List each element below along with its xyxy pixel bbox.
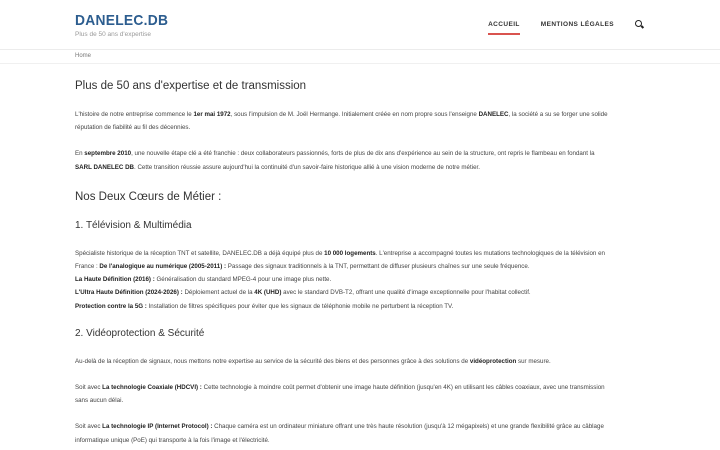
tv-paragraph: Spécialiste historique de la réception TNT et satellite, DANELEC.DB a déjà équipé plus de 10 000 logements. L'entreprise a accompagné toutes les mutations technologiques de la télévision en France : De l'analogique au numérique (2005-2011) : Passage des signaux traditionnels à la TNT, permettant de diffuser plusieurs chaînes sur une seule fréquence. La Haute Définition (2016) : Généralisation du standard MPEG-4 pour une image plus nette. L'Ultra Haute Définition (2024-2026) : Déploiement actuel de la 4K (UHD) avec le standard DVB-T2, offrant une qualité d'image exceptionnelle pour l'habitat collectif. Protection contre la 5G : Installation de filtres spécifiques pour éviter que les signaux de téléphonie mobile ne perturbent la réception TV. (75, 249, 605, 310)
nav-item-accueil[interactable]: ACCUEIL (488, 21, 520, 28)
site-tagline: Plus de 50 ans d'expertise (75, 31, 152, 38)
main-nav (467, 20, 644, 29)
history-paragraph: En septembre 2010, une nouvelle étape clé a été franchie : deux collaborateurs passionnés, forts de plus de dix ans d'expérience au sein de la structure, ont repris le flambeau en fondant la SARL DANELEC DB. Cette transition réussie assure aujourd'hui la continuité d'un savoir-faire historique allié à une vision moderne de notre métier. (75, 150, 595, 171)
brand[interactable] (75, 12, 176, 38)
page-content (75, 78, 647, 447)
search-icon[interactable] (635, 20, 644, 29)
intro-paragraph: L'histoire de notre entreprise commence le 1er mai 1972, sous l'impulsion de M. Joël Hermange. Initialement créée en nom propre sous l'enseigne DANELEC, la société a su se forger une solide réputation de fiabilité au fil des décennies. (75, 111, 608, 132)
site-header (0, 0, 720, 50)
subheading-video: 2. Vidéoprotection & Sécurité (75, 327, 205, 339)
breadcrumb-bar (0, 51, 720, 64)
section-heading: Nos Deux Cœurs de Métier : (75, 190, 222, 203)
coax-paragraph: Soit avec La technologie Coaxiale (HDCVI) : Cette technologie à moindre coût permet d'obtenir une image haute définition (jusqu'en 4K) en utilisant les câbles coaxiaux, avec une transmission sans aucun délai. (75, 384, 605, 405)
page-title: Plus de 50 ans d'expertise et de transmission (75, 80, 307, 92)
video-intro-paragraph: Au-delà de la réception de signaux, nous mettons notre expertise au service de la sécurité des biens et des personnes grâce à des solutions de vidéoprotection sur mesure. (75, 357, 551, 365)
ip-paragraph: Soit avec La technologie IP (Internet Protocol) : Chaque caméra est un ordinateur miniature offrant une très haute résolution (jusqu'à 12 mégapixels) et une grande flexibilité grâce au câblage informatique unique (PoE) qui transporte à la fois l'image et l'électricité. (75, 423, 604, 444)
breadcrumb-home[interactable]: Home (75, 53, 92, 59)
site-title[interactable]: DANELEC.DB (75, 12, 169, 29)
nav-item-mentions-legales[interactable]: MENTIONS LÉGALES (540, 21, 614, 28)
subheading-tv: 1. Télévision & Multimédia (75, 219, 192, 231)
